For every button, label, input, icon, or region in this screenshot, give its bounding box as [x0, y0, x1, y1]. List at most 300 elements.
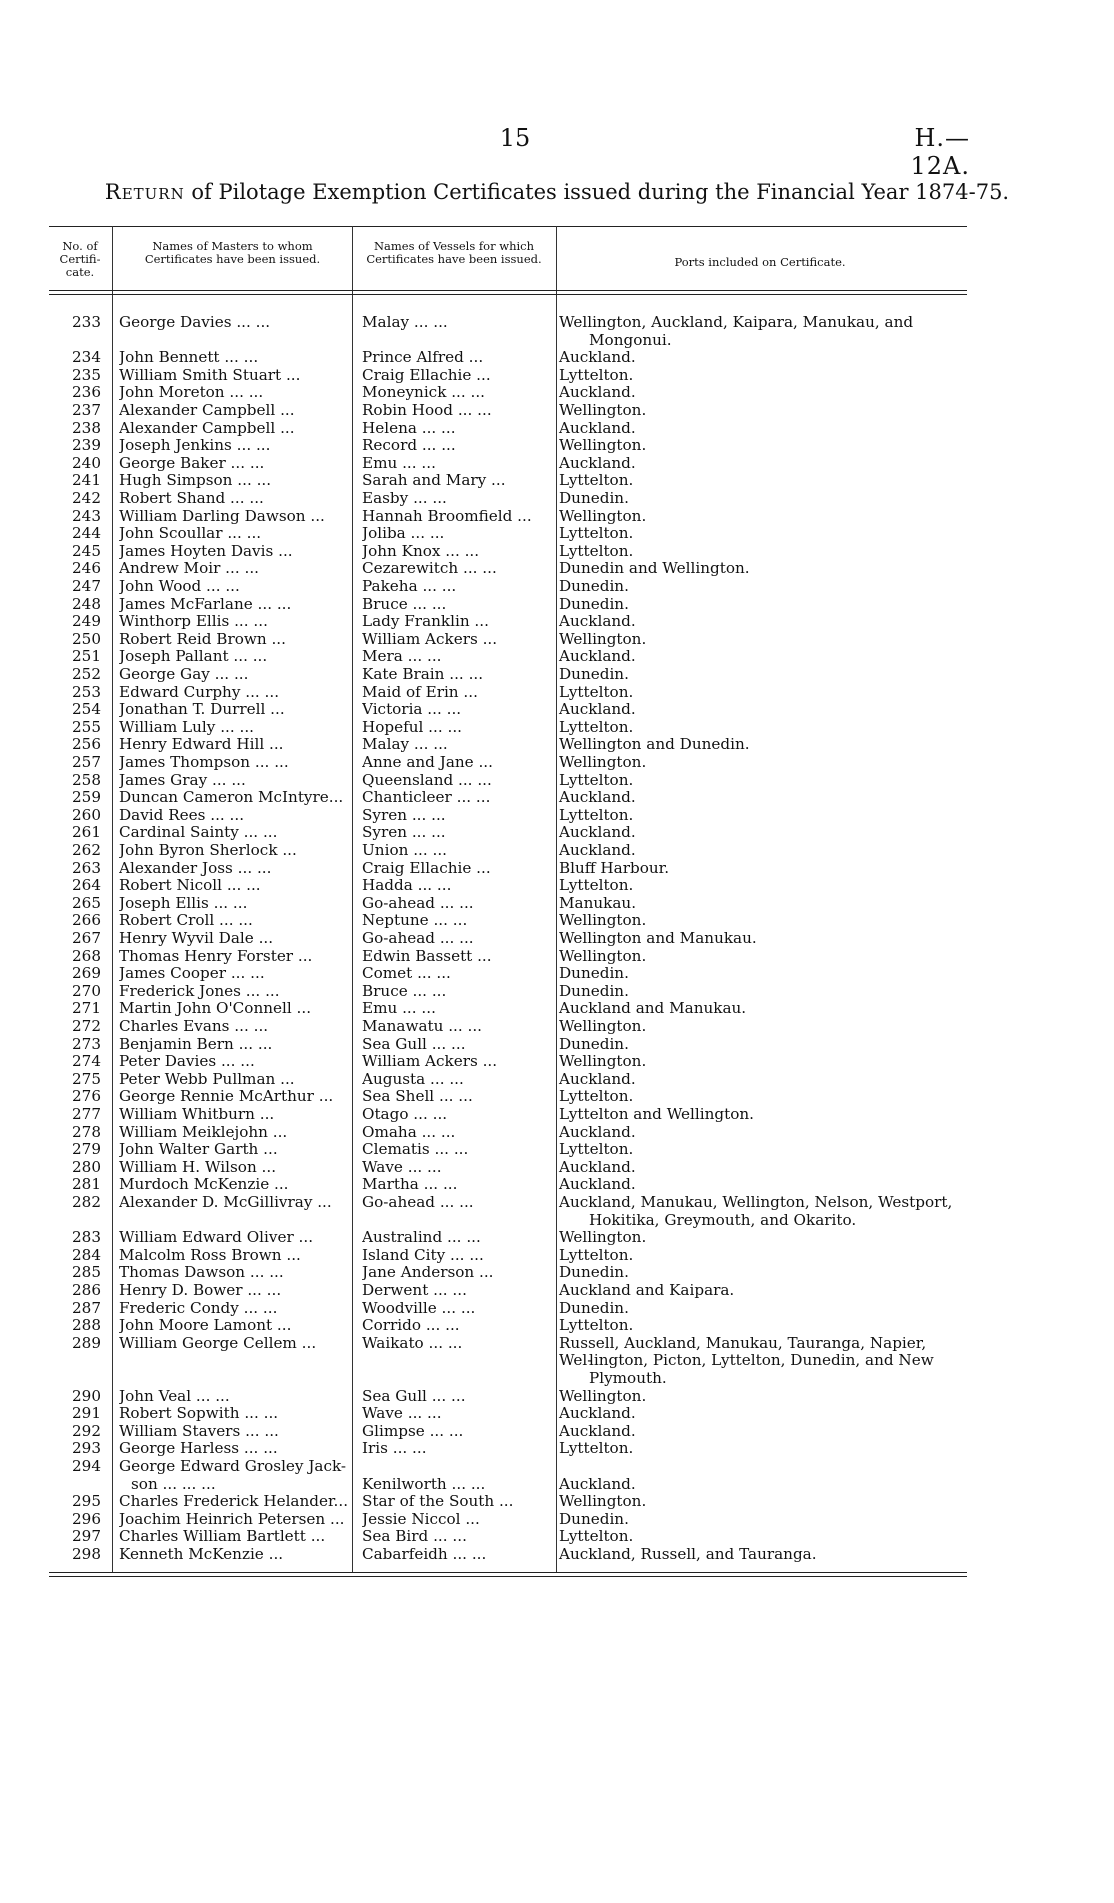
- vessel-name: Martha ... ...: [362, 1176, 458, 1194]
- vessel-name: Emu ... ...: [362, 1000, 436, 1018]
- ports-line: Dunedin.: [559, 665, 629, 683]
- column-header-number: No. of Certifi-cate.: [59, 239, 101, 279]
- ports-line: Lyttelton.: [559, 471, 634, 490]
- table-row: [49, 1282, 967, 1300]
- ports-line: Auckland.: [559, 1474, 636, 1493]
- master-name: Edward Curphy ... ...: [119, 683, 280, 701]
- table-top-rule: [49, 226, 967, 227]
- vessel-name: Star of the South ...: [362, 1493, 514, 1511]
- ports-line: Wellington.: [559, 1052, 647, 1071]
- table-row: [49, 1036, 967, 1054]
- certificate-number: 284: [72, 1245, 101, 1264]
- ports-line: Russell, Auckland, Manukau, Tauranga, Napier, Wel-: [559, 1333, 927, 1370]
- vessel-name: Bruce ... ...: [362, 982, 447, 1000]
- table-row: [49, 736, 967, 754]
- master-name: David Rees ... ...: [119, 806, 245, 824]
- master-name: James Gray ... ...: [119, 771, 246, 789]
- vessel-name: Easby ... ...: [362, 490, 447, 507]
- ports-line: Lyttelton and Wellington.: [559, 1105, 754, 1123]
- ports-line: Dunedin.: [559, 1263, 629, 1282]
- table-row: [49, 490, 967, 508]
- vessel-name: Syren ... ...: [362, 806, 446, 824]
- table-row: [49, 824, 967, 842]
- vessel-name: Craig Ellachie ...: [362, 859, 491, 877]
- table-row: [49, 349, 967, 367]
- master-name: Frederic Condy ... ...: [119, 1299, 278, 1317]
- master-name: John Veal ... ...: [119, 1387, 230, 1405]
- certificate-number: 294: [72, 1457, 101, 1475]
- master-name: Joseph Ellis ... ...: [119, 894, 248, 912]
- vessel-name: Glimpse ... ...: [362, 1422, 464, 1440]
- table-row: [49, 560, 967, 578]
- table-row: [49, 1458, 967, 1493]
- ports-line: Auckland.: [559, 700, 636, 719]
- certificate-number: 268: [72, 946, 101, 965]
- master-name: Joseph Jenkins ... ...: [119, 437, 271, 455]
- ports-line: Wellington.: [559, 436, 647, 455]
- certificate-number: 259: [72, 788, 101, 807]
- vessel-name-continued: Kenilworth ... ...: [362, 1475, 486, 1493]
- certificate-number: 242: [72, 489, 101, 507]
- master-name: Duncan Cameron McIntyre...: [119, 789, 344, 807]
- table-row: [49, 965, 967, 983]
- certificate-number: 252: [72, 665, 101, 683]
- master-name: Joseph Pallant ... ...: [119, 648, 268, 666]
- table-row: [49, 842, 967, 860]
- certificate-number: 240: [72, 453, 101, 472]
- master-name: Charles William Bartlett ...: [119, 1528, 326, 1546]
- certificate-number: 243: [72, 506, 101, 525]
- master-name: Henry Edward Hill ...: [119, 736, 284, 754]
- table-row: [49, 1106, 967, 1124]
- certificate-number: 264: [72, 876, 101, 895]
- ports-line: Auckland.: [559, 348, 636, 367]
- certificate-number: 258: [72, 770, 101, 789]
- certificate-number: 271: [72, 999, 101, 1018]
- certificate-number: 270: [72, 981, 101, 1000]
- ports-line: Dunedin.: [559, 1034, 629, 1053]
- table-row: [49, 1071, 967, 1089]
- certificate-number: 292: [72, 1421, 101, 1440]
- ports-line: Auckland and Manukau.: [559, 999, 747, 1018]
- vessel-name: William Ackers ...: [362, 1053, 498, 1071]
- ports-line: Lyttelton.: [559, 1087, 634, 1106]
- certificate-number: 282: [72, 1193, 101, 1211]
- certificate-number: 285: [72, 1263, 101, 1282]
- table-row: [49, 1159, 967, 1177]
- vessel-name: Robin Hood ... ...: [362, 402, 492, 419]
- table-row: [49, 983, 967, 1001]
- table-row: [49, 543, 967, 561]
- table-row: [49, 1405, 967, 1423]
- certificate-number: 291: [72, 1404, 101, 1423]
- certificate-number: 298: [72, 1545, 101, 1563]
- master-name: William H. Wilson ...: [119, 1158, 277, 1176]
- certificate-number: 249: [72, 612, 101, 631]
- ports-line: Lyttelton.: [559, 1316, 634, 1335]
- master-name: Frederick Jones ... ...: [119, 982, 280, 1000]
- ports-line: Lyttelton.: [559, 1245, 634, 1264]
- certificate-number: 255: [72, 717, 101, 736]
- ports-line: Auckland.: [559, 1421, 636, 1440]
- certificate-number: 267: [72, 929, 101, 947]
- vessel-name: Lady Franklin ...: [362, 613, 489, 631]
- ports-line: Wellington.: [559, 1228, 647, 1247]
- certificate-number: 266: [72, 911, 101, 930]
- table-row: [49, 402, 967, 420]
- table-row: [49, 472, 967, 490]
- ports-line: Wellington.: [559, 1386, 647, 1405]
- table-row: [49, 314, 967, 349]
- ports-line: Lyttelton.: [559, 1140, 634, 1159]
- master-name: Hugh Simpson ... ...: [119, 472, 272, 490]
- certificate-number: 274: [72, 1052, 101, 1071]
- table-bottom-rule: [49, 1572, 967, 1573]
- certificate-number: 281: [72, 1175, 101, 1194]
- table-row: [49, 912, 967, 930]
- table-row: [49, 1528, 967, 1546]
- table-row: [49, 807, 967, 825]
- ports-line: Wellington.: [559, 946, 647, 965]
- certificate-number: 253: [72, 682, 101, 701]
- master-name: John Byron Sherlock ...: [119, 842, 297, 859]
- master-name: William George Cellem ...: [119, 1334, 317, 1352]
- certificate-number: 248: [72, 594, 101, 613]
- master-name: William Darling Dawson ...: [119, 507, 325, 525]
- vessel-name: Moneynick ... ...: [362, 384, 486, 402]
- table-row: [49, 895, 967, 913]
- table-row: [49, 1388, 967, 1406]
- ports-line: Lyttelton.: [559, 1527, 634, 1546]
- table-row: [49, 1141, 967, 1159]
- ports-line: Dunedin.: [559, 981, 629, 1000]
- ports-line: Hokitika, Greymouth, and Okarito.: [589, 1210, 857, 1229]
- table-row: [49, 1317, 967, 1335]
- vessel-name: Prince Alfred ...: [362, 349, 484, 367]
- vessel-name: Mera ... ...: [362, 648, 442, 666]
- certificate-number: 263: [72, 858, 101, 877]
- table-row: [49, 1440, 967, 1458]
- table-row: [49, 578, 967, 596]
- table-row: [49, 1335, 967, 1388]
- ports-line: Wellington.: [559, 911, 647, 930]
- master-name: Martin John O'Connell ...: [119, 1000, 312, 1018]
- master-name: Winthorp Ellis ... ...: [119, 613, 268, 631]
- table-row: [49, 701, 967, 719]
- master-name: George Baker ... ...: [119, 454, 265, 472]
- ports-line: Auckland.: [559, 453, 636, 472]
- master-name: John Wood ... ...: [119, 578, 240, 595]
- table-row: [49, 754, 967, 772]
- vessel-name: Otago ... ...: [362, 1106, 448, 1123]
- certificate-number: 246: [72, 559, 101, 578]
- ports-line: Lyttelton.: [559, 770, 634, 789]
- certificate-number: 283: [72, 1228, 101, 1247]
- table-row: [49, 860, 967, 878]
- certificate-number: 237: [72, 401, 101, 419]
- ports-line: Lyttelton.: [559, 805, 634, 824]
- vessel-name: Go-ahead ... ...: [362, 930, 474, 947]
- vessel-name: Jessie Niccol ...: [362, 1510, 480, 1528]
- certificate-number: 250: [72, 629, 101, 648]
- vessel-name: Wave ... ...: [362, 1158, 442, 1176]
- ports-line: Auckland.: [559, 1157, 636, 1176]
- vessel-name: Anne and Jane ...: [362, 754, 493, 771]
- ports-line: Dunedin and Wellington.: [559, 559, 750, 578]
- table-bottom-rule-double: [49, 1576, 967, 1577]
- table-row: [49, 789, 967, 807]
- vessel-name: Sea Shell ... ...: [362, 1088, 473, 1106]
- master-name: Benjamin Bern ... ...: [119, 1035, 273, 1053]
- table-row: [49, 631, 967, 649]
- table-row: [49, 1124, 967, 1142]
- table-row: [49, 1423, 967, 1441]
- ports-line: Wellington.: [559, 401, 647, 419]
- ports-line: Lyttelton.: [559, 365, 634, 384]
- table-row: [49, 877, 967, 895]
- master-name: Robert Reid Brown ...: [119, 630, 286, 648]
- page-number: 15: [499, 124, 531, 152]
- master-name: George Rennie McArthur ...: [119, 1088, 334, 1106]
- table-row: [49, 1300, 967, 1318]
- vessel-name: Omaha ... ...: [362, 1123, 456, 1141]
- certificate-number: 278: [72, 1122, 101, 1141]
- vessel-name: Iris ... ...: [362, 1440, 427, 1458]
- vessel-name: Australind ... ...: [362, 1229, 481, 1247]
- vessel-name: Kate Brain ... ...: [362, 666, 484, 683]
- vessel-name: Malay ... ...: [362, 314, 448, 331]
- ports-line: Dunedin.: [559, 577, 629, 595]
- master-name: Cardinal Sainty ... ...: [119, 824, 278, 842]
- vessel-name: Sea Gull ... ...: [362, 1035, 466, 1053]
- master-name: John Scoullar ... ...: [119, 525, 262, 543]
- certificate-number: 260: [72, 805, 101, 824]
- column-header-ports: Ports included on Certificate.: [674, 255, 846, 269]
- master-name: Alexander D. McGillivray ...: [119, 1194, 332, 1211]
- table-row: [49, 1511, 967, 1529]
- certificate-number: 280: [72, 1157, 101, 1176]
- master-name: Thomas Dawson ... ...: [119, 1264, 284, 1282]
- ports-line: Auckland.: [559, 841, 636, 859]
- master-name: Murdoch McKenzie ...: [119, 1176, 289, 1194]
- master-name: Alexander Joss ... ...: [119, 859, 272, 877]
- table-row: [49, 1546, 967, 1564]
- certificate-number: 276: [72, 1087, 101, 1106]
- column-header-masters: Names of Masters to whom Certificates have been issued.: [144, 239, 321, 266]
- vessel-name: Craig Ellachie ...: [362, 366, 491, 384]
- ports-line: Dunedin.: [559, 964, 629, 983]
- vessel-name: Sea Bird ... ...: [362, 1528, 467, 1546]
- master-name: John Moore Lamont ...: [119, 1317, 292, 1335]
- ports-line: Dunedin.: [559, 1298, 629, 1317]
- table-row: [49, 684, 967, 702]
- certificate-number: 289: [72, 1333, 101, 1352]
- master-name-continued: son ... ... ...: [131, 1475, 216, 1493]
- certificate-number: 235: [72, 365, 101, 384]
- ports-line: Lyttelton.: [559, 524, 634, 543]
- master-name: Peter Davies ... ...: [119, 1053, 255, 1071]
- vessel-name: Chanticleer ... ...: [362, 789, 491, 807]
- vessel-name: Record ... ...: [362, 437, 456, 455]
- vessel-name: Derwent ... ...: [362, 1282, 467, 1299]
- certificate-number: 273: [72, 1034, 101, 1053]
- vessel-name: Maid of Erin ...: [362, 683, 478, 701]
- master-name: James Cooper ... ...: [119, 965, 265, 983]
- certificate-number: 293: [72, 1439, 101, 1458]
- vessel-name: Island City ... ...: [362, 1246, 484, 1264]
- vessel-name: Helena ... ...: [362, 419, 456, 437]
- master-name: William Stavers ... ...: [119, 1422, 279, 1440]
- title-prefix: Return: [104, 180, 185, 204]
- table-row: [49, 613, 967, 631]
- vessel-name: Woodville ... ...: [362, 1299, 476, 1317]
- ports-line: Dunedin.: [559, 489, 629, 507]
- title-text: of Pilotage Exemption Certificates issued during the Financial Year 1874-75.: [184, 180, 1010, 204]
- vessel-name: Hannah Broomfield ...: [362, 507, 532, 525]
- master-name: Alexander Campbell ...: [119, 419, 295, 437]
- master-name: George Harless ... ...: [119, 1440, 278, 1458]
- table-row: [49, 648, 967, 666]
- certificate-number: 238: [72, 418, 101, 437]
- master-name: Charles Frederick Helander...: [119, 1493, 349, 1511]
- master-name: George Edward Grosley Jack-: [119, 1458, 347, 1475]
- vessel-name: Clematis ... ...: [362, 1141, 469, 1159]
- certificate-number: 251: [72, 647, 101, 666]
- table-row: [49, 1493, 967, 1511]
- vessel-name: Hadda ... ...: [362, 877, 452, 895]
- certificate-number: 236: [72, 383, 101, 402]
- master-name: George Davies ... ...: [119, 314, 271, 331]
- ports-line: Auckland.: [559, 788, 636, 807]
- ports-line: Manukau.: [559, 893, 637, 912]
- table-row: [49, 420, 967, 438]
- ports-line: Auckland, Russell, and Tauranga.: [559, 1545, 817, 1563]
- ports-line: Auckland.: [559, 1404, 636, 1423]
- ports-line: Auckland.: [559, 1069, 636, 1088]
- master-name: William Meiklejohn ...: [119, 1123, 288, 1141]
- vessel-name: Joliba ... ...: [362, 525, 445, 543]
- vessel-name: Cezarewitch ... ...: [362, 560, 497, 578]
- vessel-name: Victoria ... ...: [362, 701, 462, 719]
- certificate-number: 287: [72, 1298, 101, 1317]
- certificate-number: 256: [72, 735, 101, 754]
- master-name: William Edward Oliver ...: [119, 1229, 314, 1247]
- vessel-name: Edwin Bassett ...: [362, 947, 492, 965]
- master-name: Jonathan T. Durrell ...: [119, 701, 285, 719]
- table-row: [49, 1000, 967, 1018]
- ports-line: Wellington.: [559, 1017, 647, 1035]
- vessel-name: Cabarfeidh ... ...: [362, 1546, 487, 1563]
- ports-line: Lyttelton.: [559, 876, 634, 895]
- master-name: William Whitburn ...: [119, 1106, 275, 1123]
- table-row: [49, 367, 967, 385]
- ports-line: Auckland.: [559, 1175, 636, 1194]
- master-name: Malcolm Ross Brown ...: [119, 1246, 301, 1264]
- certificate-number: 272: [72, 1017, 101, 1035]
- table-row: [49, 384, 967, 402]
- master-name: Robert Croll ... ...: [119, 912, 253, 930]
- ports-line: Wellington.: [559, 506, 647, 525]
- master-name: Alexander Campbell ...: [119, 402, 295, 419]
- master-name: John Moreton ... ...: [119, 384, 264, 402]
- ports-line: Auckland.: [559, 1122, 636, 1141]
- ports-line: Auckland.: [559, 647, 636, 666]
- table-row: [49, 1053, 967, 1071]
- master-name: James McFarlane ... ...: [119, 595, 292, 613]
- table-row: [49, 525, 967, 543]
- master-name: Peter Webb Pullman ...: [119, 1070, 295, 1088]
- certificate-number: 239: [72, 436, 101, 455]
- certificate-number: 254: [72, 700, 101, 719]
- certificate-number: 290: [72, 1386, 101, 1405]
- master-name: Kenneth McKenzie ...: [119, 1546, 284, 1563]
- certificate-number: 296: [72, 1509, 101, 1528]
- ports-line: Auckland.: [559, 823, 636, 842]
- vessel-name: Manawatu ... ...: [362, 1018, 483, 1035]
- vessel-name: Queensland ... ...: [362, 771, 492, 789]
- vessel-name: Sarah and Mary ...: [362, 472, 506, 490]
- certificate-number: 297: [72, 1527, 101, 1546]
- certificate-number: 295: [72, 1492, 101, 1511]
- column-header-vessels: Names of Vessels for which Certificates have been issued.: [366, 239, 542, 266]
- vessel-name: Emu ... ...: [362, 454, 436, 472]
- ports-line: Wellington.: [559, 1492, 647, 1511]
- table-row: [49, 1264, 967, 1282]
- certificate-number: 265: [72, 893, 101, 912]
- certificate-number: 245: [72, 541, 101, 560]
- master-name: Robert Shand ... ...: [119, 490, 264, 507]
- master-name: George Gay ... ...: [119, 666, 249, 683]
- vessel-name: Comet ... ...: [362, 965, 451, 983]
- certificate-number: 288: [72, 1316, 101, 1335]
- master-name: William Smith Stuart ...: [119, 366, 301, 384]
- master-name: John Bennett ... ...: [119, 349, 259, 367]
- ports-line: Bluff Harbour.: [559, 858, 670, 877]
- certificate-number: 241: [72, 471, 101, 490]
- ports-line: Plymouth.: [589, 1368, 667, 1387]
- table-row: [49, 1018, 967, 1036]
- table-row: [49, 948, 967, 966]
- table-row: [49, 666, 967, 684]
- vessel-name: Bruce ... ...: [362, 595, 447, 613]
- ports-line: Lyttelton.: [559, 541, 634, 560]
- vessel-name: Waikato ... ...: [362, 1334, 463, 1352]
- table-row: [49, 1229, 967, 1247]
- ports-line: Auckland.: [559, 612, 636, 631]
- vessel-name: Augusta ... ...: [362, 1070, 464, 1088]
- ports-line: Auckland, Manukau, Wellington, Nelson, Westport,: [559, 1193, 953, 1211]
- certificate-number: 275: [72, 1069, 101, 1088]
- master-name: Henry Wyvil Dale ...: [119, 930, 274, 947]
- certificate-number: 244: [72, 524, 101, 543]
- table-row: [49, 455, 967, 473]
- master-name: William Luly ... ...: [119, 718, 254, 736]
- certificate-number: 233: [72, 313, 101, 331]
- table-row: [49, 930, 967, 948]
- certificate-number: 277: [72, 1105, 101, 1123]
- master-name: Charles Evans ... ...: [119, 1018, 269, 1035]
- certificate-number: 261: [72, 823, 101, 842]
- ports-line: Auckland.: [559, 418, 636, 437]
- master-name: John Walter Garth ...: [119, 1141, 278, 1159]
- certificate-number: 279: [72, 1140, 101, 1159]
- master-name: Thomas Henry Forster ...: [119, 947, 313, 965]
- ports-line: Lyttelton.: [559, 682, 634, 701]
- master-name: Andrew Moir ... ...: [119, 560, 259, 578]
- vessel-name: Neptune ... ...: [362, 912, 468, 930]
- ports-line: Wellington and Dunedin.: [559, 735, 750, 754]
- certificate-number: 286: [72, 1281, 101, 1299]
